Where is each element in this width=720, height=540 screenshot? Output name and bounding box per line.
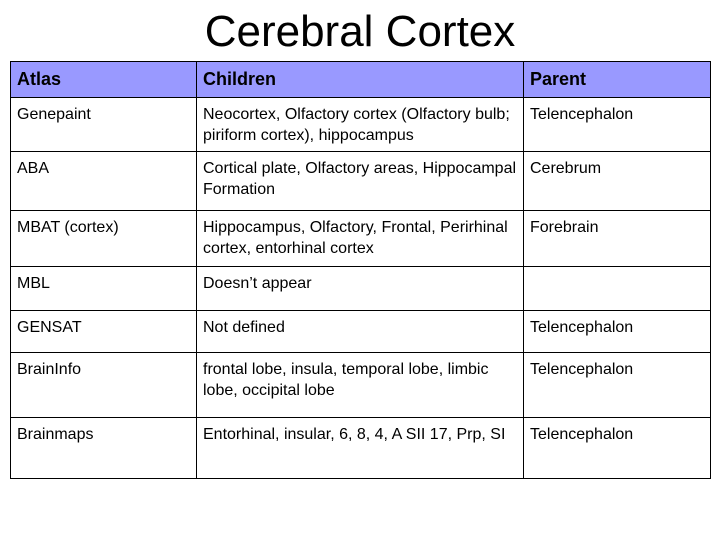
atlas-cell: GENSAT: [11, 311, 197, 353]
table-row: [11, 353, 711, 418]
children-cell: Neocortex, Olfactory cortex (Olfactory bulb; piriform cortex), hippocampus: [197, 98, 524, 152]
children-cell: Cortical plate, Olfactory areas, Hippocampal Formation: [197, 152, 524, 211]
children-cell: Entorhinal, insular, 6, 8, 4, A SII 17, Prp, SI: [197, 418, 524, 479]
table-row: [11, 211, 711, 267]
table-row: [11, 311, 711, 353]
children-cell: Not defined: [197, 311, 524, 353]
parent-cell: Telencephalon: [524, 98, 711, 152]
parent-cell: Forebrain: [524, 211, 711, 267]
children-cell: Hippocampus, Olfactory, Frontal, Perirhinal cortex, entorhinal cortex: [197, 211, 524, 267]
atlas-cell: MBL: [11, 267, 197, 311]
atlas-cell: Brainmaps: [11, 418, 197, 479]
table-header-row: [11, 62, 711, 98]
table-row: [11, 267, 711, 311]
children-cell: Doesn’t appear: [197, 267, 524, 311]
table-row: [11, 152, 711, 211]
parent-cell: Cerebrum: [524, 152, 711, 211]
atlas-cell: ABA: [11, 152, 197, 211]
table-row: [11, 98, 711, 152]
atlas-table: [10, 61, 711, 479]
atlas-cell: MBAT (cortex): [11, 211, 197, 267]
table-row: [11, 418, 711, 479]
atlas-cell: Genepaint: [11, 98, 197, 152]
column-header-parent: Parent: [524, 62, 711, 98]
column-header-atlas: Atlas: [11, 62, 197, 98]
parent-cell: Telencephalon: [524, 311, 711, 353]
parent-cell: Telencephalon: [524, 353, 711, 418]
slide-title: Cerebral Cortex: [204, 7, 516, 56]
parent-cell: [524, 267, 711, 311]
atlas-cell: BrainInfo: [11, 353, 197, 418]
children-cell: frontal lobe, insula, temporal lobe, limbic lobe, occipital lobe: [197, 353, 524, 418]
parent-cell: Telencephalon: [524, 418, 711, 479]
column-header-children: Children: [197, 62, 524, 98]
